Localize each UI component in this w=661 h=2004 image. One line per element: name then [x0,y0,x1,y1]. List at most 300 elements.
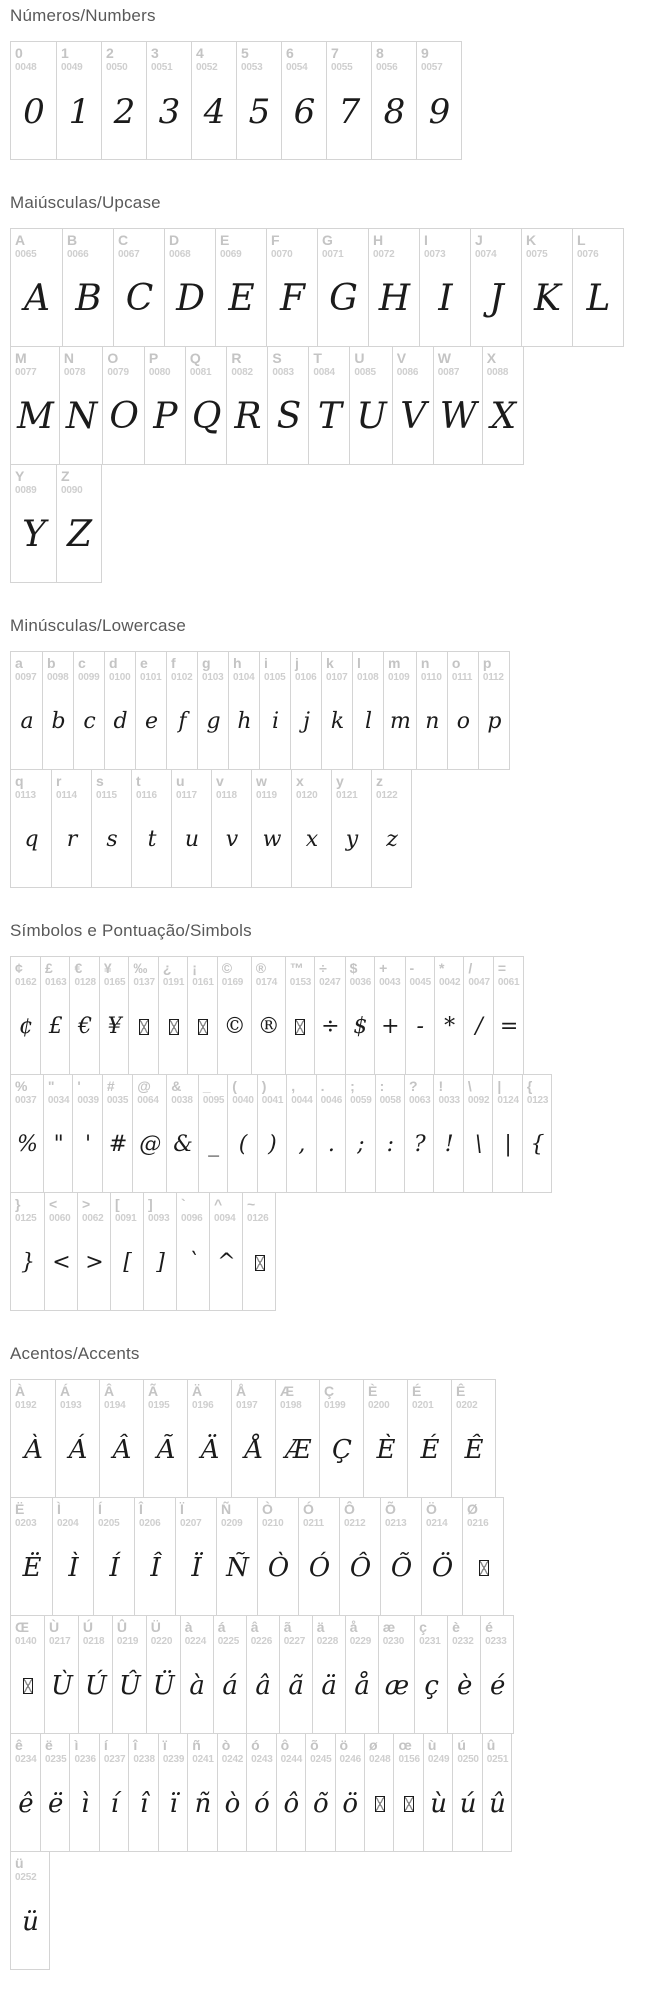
reference-character: h [233,655,242,671]
glyph-preview: _ [208,1132,220,1158]
glyph-preview: ö [342,1788,359,1819]
glyph-preview: G [329,278,358,320]
reference-character: Ä [192,1383,203,1399]
unicode-code: 0245 [310,1754,332,1766]
glyph-cell-0063 [404,1075,433,1192]
reference-character: n [420,655,430,671]
glyph-cell-0065 [11,229,62,346]
glyph-cell-0252 [11,1852,49,1969]
reference-character: d [109,655,118,671]
reference-character: M [15,350,27,366]
unicode-code: 0238 [133,1754,155,1766]
glyph-cell-0250 [452,1734,481,1851]
glyph-preview: ê [18,1788,34,1819]
notdef-icon [255,1255,265,1271]
glyph-preview: Ã [156,1434,176,1465]
notdef-icon [169,1019,179,1035]
glyph-preview: ù [430,1788,447,1819]
reference-character: ø [368,1737,378,1753]
glyph-preview: 6 [293,91,316,132]
unicode-code: 0251 [486,1754,509,1766]
reference-character: ô [280,1737,290,1753]
reference-character: œ [398,1737,412,1753]
glyph-preview: E [228,278,255,320]
reference-character: U [354,350,365,366]
glyph-preview: i [271,709,280,735]
glyph-cell-0200 [363,1380,407,1497]
glyph-cell-0207 [175,1498,216,1615]
glyph-cell-0084 [308,347,349,464]
glyph-preview: d [113,709,128,735]
glyph-preview: ô [283,1788,300,1819]
glyph-preview: 0 [23,91,45,132]
reference-character: Ç [324,1383,335,1399]
glyph-cell-0119 [251,770,291,887]
glyph-cell-0068 [164,229,215,346]
glyph-row [10,346,524,465]
glyph-preview: 7 [338,91,361,132]
glyph-preview: u [184,827,200,853]
unicode-code: 0057 [421,62,443,74]
glyph-preview: H [378,278,411,320]
glyph-preview: { [530,1132,545,1158]
glyph-cell-0070 [266,229,317,346]
reference-character: # [106,1078,115,1094]
reference-character: > [82,1196,91,1212]
unicode-code: 0055 [331,62,353,74]
unicode-code: 0110 [420,672,442,684]
reference-character: ê [15,1737,23,1753]
glyph-cell-0094 [209,1193,242,1310]
unicode-code: 0228 [316,1636,339,1648]
unicode-code: 0081 [189,367,212,379]
glyph-preview: q [24,827,39,853]
section-title-accents: Acentos/Accents [10,1344,140,1363]
section-lowercase [10,616,651,888]
unicode-code: 0090 [61,485,83,497]
notdef-icon [23,1678,33,1694]
unicode-code: 0125 [15,1213,37,1225]
notdef-icon [375,1796,385,1812]
glyph-preview: : [386,1132,394,1158]
glyph-preview: Ç [332,1434,352,1465]
glyph-table-symbols [10,956,552,1311]
unicode-code: 0109 [388,672,410,684]
glyph-preview: à [189,1670,205,1701]
unicode-code: 0043 [379,977,401,989]
reference-character: @ [137,1078,151,1094]
unicode-code: 0207 [180,1518,202,1530]
unicode-code: 0161 [192,977,214,989]
reference-character: Æ [280,1383,294,1399]
reference-character: ; [350,1078,355,1094]
glyph-preview: ÷ [321,1014,340,1040]
unicode-code: 0195 [148,1400,170,1412]
glyph-cell-0108 [352,652,383,769]
unicode-code: 0075 [526,249,548,261]
glyph-cell-0214 [421,1498,462,1615]
glyph-preview: £ [48,1014,63,1040]
glyph-preview: ü [22,1906,39,1937]
section-uppercase [10,193,651,583]
notdef-icon [198,1019,208,1035]
glyph-cell-0202 [451,1380,495,1497]
glyph-preview: Ú [84,1670,107,1701]
unicode-code: 0233 [485,1636,507,1648]
reference-character: C [118,232,129,248]
glyph-preview: = [499,1014,519,1040]
reference-character: ì [74,1737,79,1753]
glyph-preview: X [490,396,517,438]
glyph-table-lowercase [10,651,510,888]
glyph-cell-0196 [187,1380,231,1497]
glyph-row [10,769,412,888]
reference-character: ? [409,1078,418,1094]
unicode-code: 0197 [236,1400,258,1412]
glyph-preview: 8 [383,91,406,132]
reference-character: m [388,655,401,671]
glyph-cell-0234 [11,1734,40,1851]
glyph-cell-0042 [434,957,463,1074]
glyph-preview: . [327,1132,335,1158]
glyph-preview: S [276,396,302,438]
glyph-cell-0210 [257,1498,298,1615]
reference-character: b [47,655,56,671]
glyph-cell-0126 [242,1193,275,1310]
glyph-cell-0035 [102,1075,132,1192]
glyph-preview: © [223,1014,246,1040]
glyph-preview: Q [191,396,222,438]
glyph-cell-0041 [257,1075,286,1192]
unicode-code: 0074 [475,249,497,261]
glyph-cell-0241 [187,1734,216,1851]
glyph-preview: 5 [248,91,271,132]
glyph-cell-0227 [279,1616,312,1733]
reference-character: ~ [247,1196,256,1212]
reference-character: = [497,960,507,976]
reference-character: / [468,960,473,976]
unicode-code: 0048 [15,62,37,74]
glyph-cell-0051 [146,42,191,159]
unicode-code: 0039 [77,1095,99,1107]
reference-character: å [349,1619,358,1635]
glyph-preview: w [262,827,282,853]
glyph-row [10,228,624,347]
reference-character: ' [77,1078,81,1094]
reference-character: ú [457,1737,466,1753]
glyph-cell-0174 [251,957,285,1074]
reference-character: é [485,1619,493,1635]
glyph-row [10,1851,50,1970]
reference-character: Û [116,1619,127,1635]
reference-character: l [357,655,361,671]
glyph-cell-0169 [217,957,251,1074]
glyph-cell-0066 [62,229,113,346]
glyph-cell-0211 [298,1498,339,1615]
unicode-code: 0137 [133,977,155,989]
unicode-code: 0061 [497,977,520,989]
unicode-code: 0244 [280,1754,303,1766]
reference-character: ™ [289,960,304,976]
glyph-cell-0038 [166,1075,198,1192]
glyph-preview: 3 [158,91,181,132]
reference-character: £ [45,960,53,976]
unicode-code: 0069 [220,249,242,261]
unicode-code: 0113 [15,790,36,802]
glyph-preview: ) [268,1132,277,1158]
glyph-preview: f [178,709,187,735]
unicode-code: 0041 [261,1095,284,1107]
unicode-code: 0083 [272,367,294,379]
glyph-preview: È [376,1434,396,1465]
unicode-code: 0111 [451,672,473,684]
reference-character: û [486,1737,496,1753]
section-symbols [10,921,651,1311]
glyph-cell-0067 [113,229,164,346]
reference-character: Ï [180,1501,184,1517]
glyph-preview: ì [81,1788,90,1819]
glyph-cell-0049 [56,42,101,159]
glyph-cell-0198 [275,1380,319,1497]
reference-character: Y [15,468,25,484]
unicode-code: 0053 [241,62,263,74]
unicode-code: 0037 [15,1095,37,1107]
glyph-cell-0217 [44,1616,78,1733]
glyph-preview: r [66,827,78,853]
unicode-code: 0084 [313,367,335,379]
glyph-preview: c [83,709,96,735]
glyph-preview: Ï [191,1552,202,1583]
unicode-code: 0169 [221,977,244,989]
reference-character: ç [419,1619,427,1635]
glyph-preview: Ò [267,1552,290,1583]
unicode-code: 0162 [15,977,37,989]
unicode-code: 0213 [385,1518,407,1530]
glyph-table-numbers [10,41,462,160]
reference-character: x [296,773,304,789]
glyph-cell-0199 [319,1380,363,1497]
glyph-preview: î [139,1788,149,1819]
glyph-preview: Õ [390,1552,413,1583]
reference-character: ö [339,1737,349,1753]
unicode-code: 0108 [357,672,379,684]
reference-character: 2 [106,45,114,61]
reference-character: k [326,655,334,671]
unicode-code: 0066 [67,249,89,261]
reference-character: 6 [286,45,294,61]
glyph-cell-0201 [407,1380,451,1497]
missing-glyph-box [467,1530,500,1611]
reference-character: O [107,350,119,366]
glyph-cell-0058 [375,1075,404,1192]
glyph-cell-0163 [40,957,69,1074]
glyph-cell-0080 [144,347,185,464]
glyph-preview: õ [312,1788,329,1819]
reference-character: N [63,350,74,366]
missing-glyph-box [290,989,311,1070]
glyph-preview: ó [254,1788,270,1819]
glyph-preview: | [504,1132,512,1158]
glyph-preview: m [390,709,411,735]
glyph-cell-0218 [78,1616,112,1733]
glyph-cell-0046 [316,1075,345,1192]
unicode-code: 0089 [15,485,37,497]
glyph-preview: Æ [284,1434,312,1465]
glyph-preview: Ö [431,1552,454,1583]
reference-character: õ [310,1737,319,1753]
unicode-code: 0096 [181,1213,203,1225]
notdef-icon [479,1560,489,1576]
glyph-preview: / [475,1014,483,1040]
glyph-preview: , [298,1132,306,1158]
glyph-preview: W [439,396,477,438]
unicode-code: 0120 [296,790,318,802]
unicode-code: 0126 [247,1213,269,1225]
reference-character: Õ [385,1501,396,1517]
glyph-cell-0233 [480,1616,513,1733]
unicode-code: 0219 [116,1636,139,1648]
reference-character: Ò [262,1501,273,1517]
glyph-preview: k [330,709,345,735]
glyph-cell-0228 [312,1616,345,1733]
reference-character: Å [236,1383,247,1399]
glyph-preview: F [280,278,305,320]
glyph-preview: 9 [428,91,451,132]
glyph-cell-0106 [290,652,321,769]
glyph-cell-0162 [11,957,40,1074]
glyph-cell-0071 [317,229,368,346]
glyph-cell-0153 [285,957,314,1074]
section-title-uppercase: Maiúsculas/Upcase [10,193,161,212]
glyph-preview: â [255,1670,271,1701]
glyph-preview: 1 [68,91,91,132]
reference-character: € [74,960,83,976]
glyph-preview: e [144,709,159,735]
unicode-code: 0165 [103,977,126,989]
reference-character: Ë [15,1501,25,1517]
reference-character: ï [162,1737,167,1753]
glyph-cell-0113 [11,770,51,887]
glyph-preview: j [303,709,310,735]
glyph-cell-0061 [493,957,523,1074]
glyph-preview: æ [384,1670,410,1701]
glyph-preview: A [24,278,50,320]
reference-character: w [256,773,267,789]
reference-character: À [15,1383,26,1399]
glyph-cell-0239 [158,1734,187,1851]
unicode-code: 0232 [452,1636,474,1648]
glyph-preview: # [108,1132,128,1158]
glyph-preview: s [106,827,118,853]
glyph-cell-0048 [11,42,56,159]
reference-character: Ó [303,1501,314,1517]
glyph-cell-0075 [521,229,572,346]
reference-character: f [171,655,176,671]
glyph-cell-0074 [470,229,521,346]
reference-character: ] [148,1196,153,1212]
reference-character: É [412,1383,422,1399]
unicode-code: 0105 [264,672,286,684]
reference-character: t [136,773,141,789]
glyph-preview: b [51,709,66,735]
unicode-code: 0252 [15,1872,37,1884]
glyph-cell-0230 [378,1616,414,1733]
reference-character: â [250,1619,259,1635]
unicode-code: 0224 [184,1636,207,1648]
glyph-row [10,651,510,770]
reference-character: i [264,655,268,671]
unicode-code: 0202 [456,1400,478,1412]
unicode-code: 0080 [148,367,171,379]
reference-character: 7 [331,45,339,61]
unicode-code: 0088 [486,367,509,379]
reference-character: p [482,655,492,671]
glyph-cell-0057 [416,42,461,159]
glyph-cell-0088 [482,347,523,464]
reference-character: ¿ [162,960,172,976]
reference-character: ‰ [133,960,148,976]
reference-character: g [202,655,211,671]
reference-character: ) [261,1078,267,1094]
glyph-cell-0248 [364,1734,393,1851]
glyph-cell-0112 [478,652,509,769]
unicode-code: 0198 [280,1400,302,1412]
section-title-symbols: Símbolos e Pontuação/Simbols [10,921,252,940]
unicode-code: 0040 [232,1095,254,1107]
glyph-preview: Í [109,1552,120,1583]
glyph-cell-0203 [11,1498,52,1615]
reference-character: y [336,773,344,789]
reference-character: Ö [426,1501,437,1517]
unicode-code: 0203 [15,1518,37,1530]
glyph-cell-0107 [321,652,352,769]
glyph-cell-0037 [11,1075,43,1192]
unicode-code: 0063 [409,1095,431,1107]
unicode-code: 0067 [118,249,140,261]
glyph-preview: I [438,278,453,320]
reference-character: 4 [196,45,204,61]
reference-character: T [313,350,322,366]
unicode-code: 0201 [412,1400,434,1412]
glyph-cell-0044 [286,1075,315,1192]
glyph-cell-0213 [380,1498,421,1615]
reference-character: Z [61,468,70,484]
unicode-code: 0035 [106,1095,129,1107]
unicode-code: 0112 [482,672,504,684]
reference-character: Î [139,1501,143,1517]
reference-character: a [15,655,23,671]
glyph-preview: " [53,1132,64,1158]
unicode-code: 0104 [233,672,255,684]
unicode-code: 0078 [63,367,86,379]
missing-glyph-box [15,1648,41,1729]
unicode-code: 0054 [286,62,308,74]
glyph-preview: M [17,396,54,438]
glyph-cell-0125 [11,1193,44,1310]
glyph-cell-0110 [416,652,447,769]
glyph-preview: L [586,278,611,320]
missing-glyph-box [163,989,184,1070]
unicode-code: 0156 [398,1754,420,1766]
glyph-row [10,1615,514,1734]
unicode-code: 0073 [424,249,446,261]
glyph-preview: € [78,1014,93,1040]
glyph-cell-0079 [102,347,144,464]
reference-character: Œ [15,1619,29,1635]
glyph-cell-0117 [171,770,211,887]
glyph-cell-0100 [104,652,135,769]
reference-character: Ø [467,1501,478,1517]
